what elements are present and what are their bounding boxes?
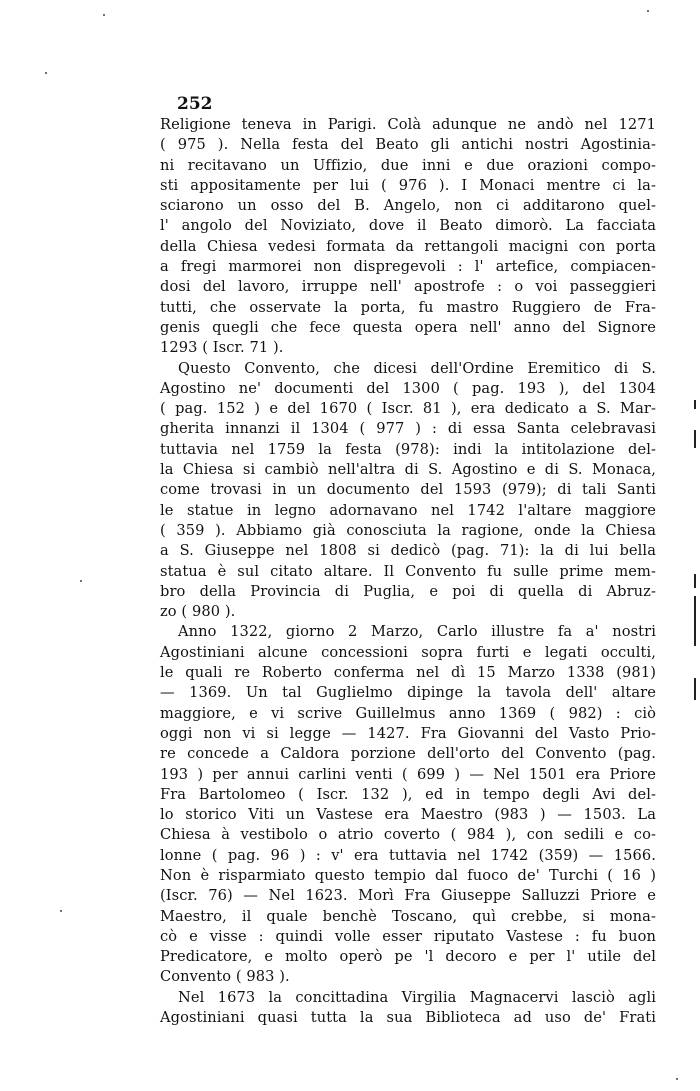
text-line: Agostiniani quasi tutta la sua Biblioteca ad uso de' Frati bbox=[160, 1009, 656, 1027]
text-line: re concede a Caldora porzione dell'orto del Convento (pag. bbox=[160, 745, 656, 763]
text-line: sciarono un osso del B. Angelo, non ci additarono quel- bbox=[160, 197, 656, 215]
text-line: dosi del lavoro, irruppe nell' apostrofe : o voi passeggieri bbox=[160, 278, 656, 296]
scan-speck bbox=[45, 72, 47, 74]
text-line: maggiore, e vi scrive Guillelmus anno 1369 ( 982) : ciò bbox=[160, 704, 656, 722]
text-line: zo ( 980 ). bbox=[160, 603, 236, 621]
margin-scan-mark bbox=[694, 400, 696, 409]
text-line: oggi non vi si legge — 1427. Fra Giovanni del Vasto Prio- bbox=[160, 724, 656, 742]
text-line: ( 975 ). Nella festa del Beato gli antichi nostri Agostinia- bbox=[160, 136, 656, 154]
text-line: genis quegli che fece questa opera nell' anno del Signore bbox=[160, 318, 656, 336]
text-line: ni recitavano un Uffizio, due inni e due orazioni compo- bbox=[160, 156, 656, 174]
text-line: Questo Convento, che dicesi dell'Ordine Eremitico di S. bbox=[178, 359, 656, 377]
text-line: le statue in legno adornavano nel 1742 l'altare maggiore bbox=[160, 501, 656, 519]
text-line: Chiesa à vestibolo o atrio coverto ( 984 ), con sedili e co- bbox=[160, 826, 656, 844]
text-line: la Chiesa si cambiò nell'altra di S. Agostino e di S. Monaca, bbox=[160, 461, 656, 479]
text-line: 193 ) per annui carlini venti ( 699 ) — Nel 1501 era Priore bbox=[160, 765, 656, 783]
margin-scan-mark bbox=[694, 678, 696, 700]
text-line: Anno 1322, giorno 2 Marzo, Carlo illustre fa a' nostri bbox=[178, 623, 656, 641]
scan-speck bbox=[103, 14, 105, 16]
text-line: sti appositamente per lui ( 976 ). I Monaci mentre ci la- bbox=[160, 176, 656, 194]
text-line: Convento ( 983 ). bbox=[160, 968, 290, 986]
text-line: ( 359 ). Abbiamo già conosciuta la ragione, onde la Chiesa bbox=[160, 521, 656, 539]
margin-scan-mark bbox=[694, 430, 696, 448]
page-number: 252 bbox=[177, 94, 213, 114]
text-line: Predicatore, e molto operò pe 'l decoro e per l' utile del bbox=[160, 948, 656, 966]
text-line: tuttavia nel 1759 la festa (978): indi la intitolazione del- bbox=[160, 440, 656, 458]
text-line: statua è sul citato altare. Il Convento fu sulle prime mem- bbox=[160, 562, 656, 580]
text-line: Non è risparmiato questo tempio dal fuoco de' Turchi ( 16 ) bbox=[160, 866, 656, 884]
margin-scan-mark bbox=[694, 596, 696, 646]
text-line: Religione teneva in Parigi. Colà adunque ne andò nel 1271 bbox=[160, 116, 656, 133]
text-line: Nel 1673 la concittadina Virgilia Magnacervi lasciò agli bbox=[178, 988, 656, 1006]
text-line: bro della Provincia di Puglia, e poi di quella di Abruz- bbox=[160, 582, 656, 600]
scan-speck bbox=[80, 580, 82, 582]
text-line: l' angolo del Noviziato, dove il Beato dimorò. La facciata bbox=[160, 217, 656, 235]
margin-scan-mark bbox=[694, 574, 696, 588]
text-line: lo storico Viti un Vastese era Maestro (983 ) — 1503. La bbox=[160, 806, 656, 824]
text-line: lonne ( pag. 96 ) : v' era tuttavia nel 1742 (359) — 1566. bbox=[160, 846, 656, 864]
text-line: 1293 ( Iscr. 71 ). bbox=[160, 339, 284, 357]
text-line: della Chiesa vedesi formata da rettangoli macigni con porta bbox=[160, 237, 656, 255]
text-line: Agostiniani alcune concessioni sopra furti e legati occulti, bbox=[160, 643, 656, 661]
scan-speck bbox=[676, 1078, 678, 1080]
text-line: (Iscr. 76) — Nel 1623. Morì Fra Giuseppe Salluzzi Priore e bbox=[160, 887, 656, 905]
text-line: Maestro, il quale benchè Toscano, quì crebbe, si mona- bbox=[160, 907, 656, 925]
text-line: tutti, che osservate la porta, fu mastro Ruggiero de Fra- bbox=[160, 298, 656, 316]
text-line: Fra Bartolomeo ( Iscr. 132 ), ed in tempo degli Avi del- bbox=[160, 785, 656, 803]
text-line: cò e visse : quindi volle esser riputato Vastese : fu buon bbox=[160, 927, 656, 945]
scan-speck bbox=[60, 910, 62, 912]
text-line: ( pag. 152 ) e del 1670 ( Iscr. 81 ), era dedicato a S. Mar- bbox=[160, 400, 656, 418]
text-line: a fregi marmorei non dispregevoli : l' artefice, compiacen- bbox=[160, 258, 656, 276]
body-text bbox=[160, 115, 656, 1028]
text-line: gherita innanzi il 1304 ( 977 ) : di essa Santa celebravasi bbox=[160, 420, 656, 438]
text-line: Agostino ne' documenti del 1300 ( pag. 193 ), del 1304 bbox=[160, 379, 656, 397]
scan-speck bbox=[647, 10, 649, 12]
text-line: le quali re Roberto conferma nel dì 15 Marzo 1338 (981) bbox=[160, 664, 656, 682]
text-line: a S. Giuseppe nel 1808 si dedicò (pag. 71): la di lui bella bbox=[160, 542, 656, 560]
text-line: — 1369. Un tal Guglielmo dipinge la tavola dell' altare bbox=[160, 684, 656, 702]
text-line: come trovasi in un documento del 1593 (979); di tali Santi bbox=[160, 481, 656, 499]
